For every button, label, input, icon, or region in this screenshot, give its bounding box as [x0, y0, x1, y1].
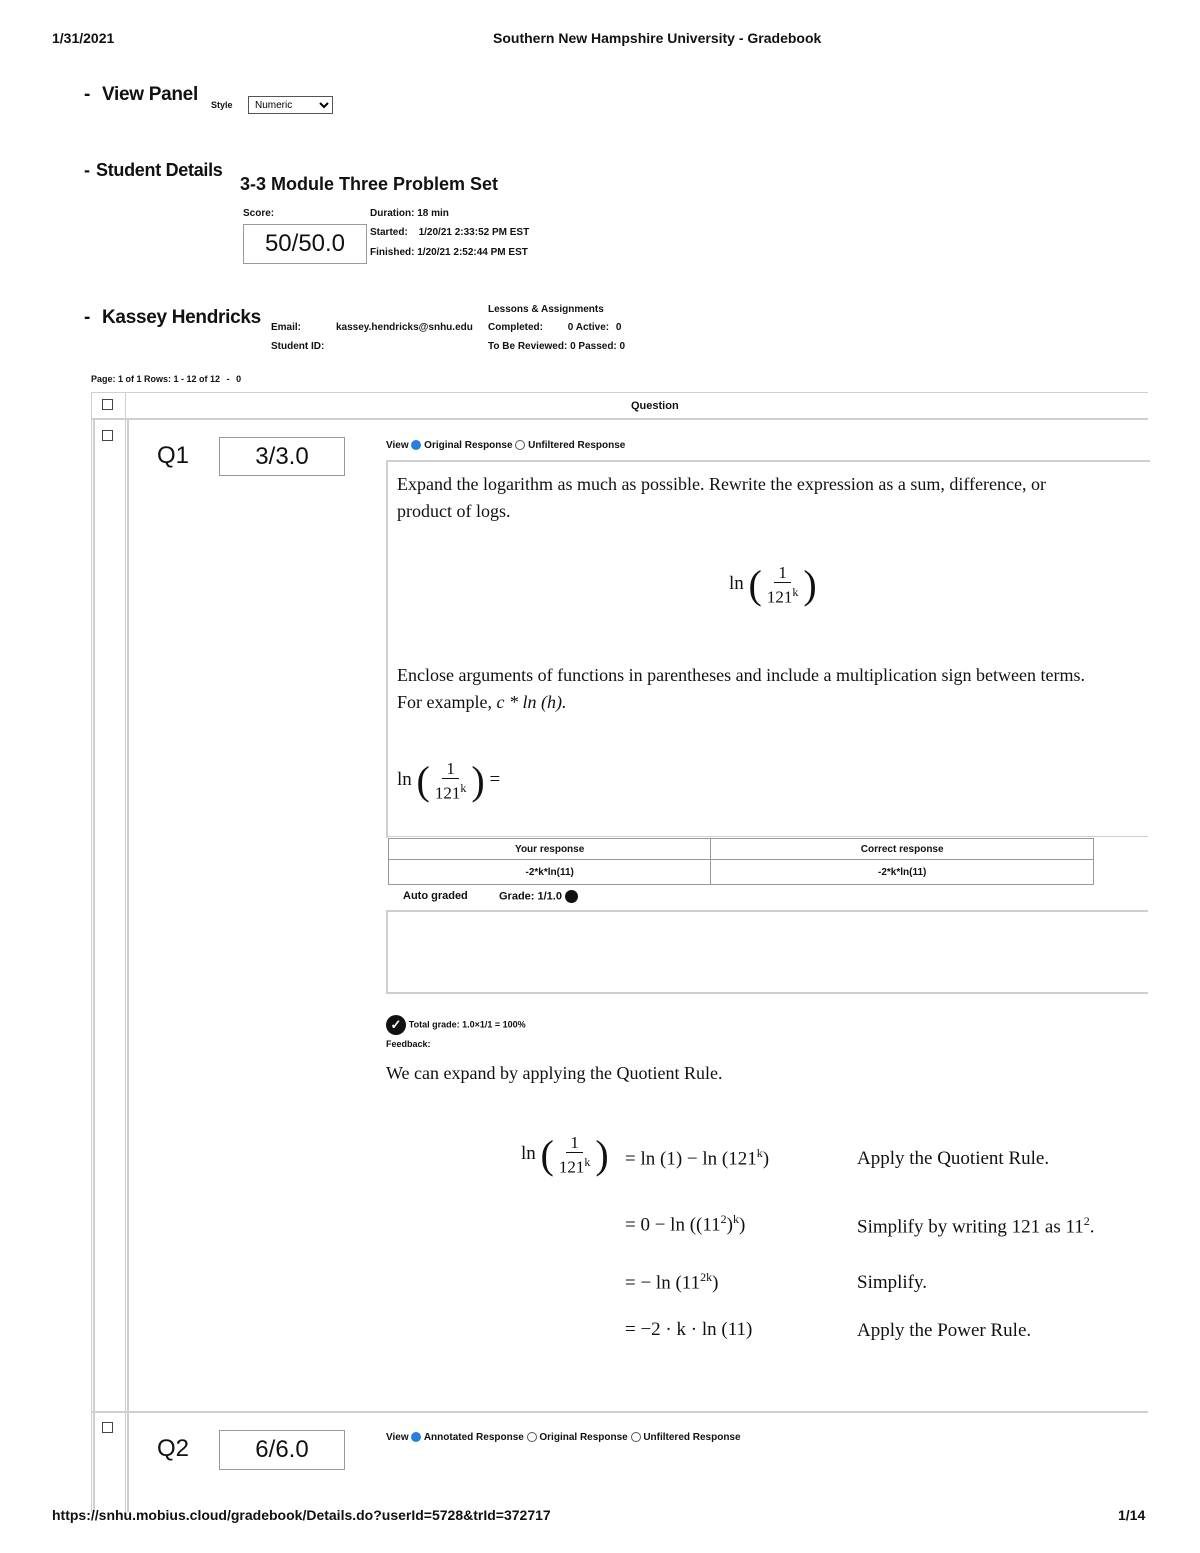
question-column-header: Question	[631, 400, 679, 412]
pagination-text: Page: 1 of 1 Rows: 1 - 12 of 12	[91, 374, 221, 384]
table-checkbox-column-border	[125, 392, 126, 1512]
q1-option-unfiltered[interactable]: Unfiltered Response	[528, 440, 626, 451]
email-value: kassey.hendricks@snhu.edu	[336, 322, 473, 333]
table-row-divider	[91, 1411, 1148, 1413]
score-label: Score:	[243, 208, 275, 219]
math-denominator: 121	[766, 587, 793, 607]
q1-instruction-line2	[397, 689, 566, 716]
math-exponent: k	[584, 1155, 591, 1169]
step-2-expr: = 0 − ln ((11	[625, 1214, 721, 1236]
response-table-divider	[386, 836, 1148, 837]
instruction-prefix: For example,	[397, 692, 497, 712]
table-left-border	[91, 392, 92, 1512]
started-label: Started:	[370, 227, 408, 238]
collapse-toggle[interactable]: -	[84, 307, 91, 328]
started-row	[370, 227, 529, 238]
to-be-reviewed-value: 0	[570, 341, 576, 352]
step-1-sup: k	[756, 1146, 763, 1160]
style-label: Style	[211, 100, 233, 110]
duration-row	[370, 208, 449, 219]
step-2-sup2: k	[733, 1212, 739, 1226]
duration-value: 18 min	[417, 208, 449, 219]
math-numerator: 1	[774, 563, 791, 583]
step-3-tail: )	[712, 1272, 719, 1294]
q2-label: Q2	[157, 1435, 190, 1462]
q1-grade	[499, 890, 578, 903]
q2-score-box: 6/6.0	[219, 1430, 345, 1470]
math-equals: =	[489, 769, 501, 791]
finished-row	[370, 247, 528, 258]
math-ln: ln	[521, 1143, 536, 1165]
math-numerator: 1	[566, 1133, 583, 1153]
q1-feedback-intro: We can expand by applying the Quotient Rule.	[386, 1063, 723, 1083]
solution-step-2-reason	[857, 1214, 1095, 1238]
student-id-label: Student ID:	[271, 341, 325, 352]
total-score-box: 50/50.0	[243, 224, 367, 264]
q1-view-options	[386, 440, 625, 451]
finished-label: Finished:	[370, 247, 415, 258]
solution-step-1-reason: Apply the Quotient Rule.	[857, 1148, 1050, 1169]
q2-option-original[interactable]: Original Response	[539, 1432, 628, 1443]
table-inner-column-border	[127, 420, 129, 1512]
q2-radio-annotated[interactable]	[411, 1432, 421, 1442]
q1-label: Q1	[157, 442, 190, 469]
q1-answer-prompt: ln ( $\frac{1}{121^k}$ ) =	[397, 757, 501, 803]
q1-option-original[interactable]: Original Response	[424, 440, 513, 451]
solution-step-4-reason: Apply the Power Rule.	[857, 1320, 1032, 1341]
math-denominator: 121	[434, 783, 461, 803]
pagination-count: 0	[236, 374, 242, 384]
math-exponent: k	[792, 585, 799, 599]
q1-row-checkbox[interactable]	[102, 430, 113, 441]
pagination-dash: -	[226, 374, 230, 384]
solution-step-3-reason: Simplify.	[857, 1272, 928, 1293]
step-3-expr: = − ln (11	[625, 1272, 701, 1294]
math-denominator: 121	[558, 1157, 585, 1177]
duration-label: Duration:	[370, 208, 415, 219]
step-1-tail: )	[762, 1148, 770, 1170]
check-icon: ✓	[386, 1015, 406, 1035]
print-date: 1/31/2021	[52, 30, 115, 46]
q1-total-grade	[386, 1015, 526, 1035]
q1-score-box: 3/3.0	[219, 437, 345, 476]
step-2-reason-text: Simplify by writing 121 as 11	[857, 1216, 1084, 1238]
solution-step-4: = −2 · k · ln (11)	[625, 1319, 753, 1340]
reviewed-row	[488, 341, 625, 352]
math-ln: ln	[397, 769, 412, 791]
table-inner-left-border	[93, 420, 95, 1512]
step-2-reason-sup: 2	[1083, 1214, 1090, 1228]
q1-grade-value: Grade: 1/1.0	[499, 890, 562, 903]
finished-value: 1/20/21 2:52:44 PM EST	[417, 247, 528, 258]
total-grade-text: Total grade: 1.0×1/1 = 100%	[408, 1019, 526, 1030]
step-2-tail2: )	[739, 1214, 746, 1236]
q1-auto-graded: Auto graded	[403, 890, 468, 902]
select-all-checkbox[interactable]	[102, 399, 113, 410]
your-response-header: Your response	[389, 839, 711, 860]
solution-step-1-lhs: ln ( $\frac{1}{121^k}$ )	[521, 1131, 609, 1177]
style-select[interactable]	[248, 96, 333, 114]
print-page-number: 1/14	[1118, 1507, 1146, 1523]
lessons-header: Lessons & Assignments	[488, 304, 604, 315]
student-name: Kassey Hendricks	[102, 307, 261, 328]
view-panel-header[interactable]	[84, 84, 198, 106]
to-be-reviewed-label: To Be Reviewed:	[488, 341, 568, 352]
collapse-toggle[interactable]: -	[84, 84, 91, 105]
table-top-border	[91, 392, 1148, 393]
correct-response-header: Correct response	[711, 839, 1094, 860]
email-label: Email:	[271, 322, 302, 333]
q1-response-table	[388, 838, 1094, 885]
collapse-toggle[interactable]: -	[84, 160, 90, 180]
q2-radio-unfiltered[interactable]	[631, 1432, 641, 1442]
q1-comment-box[interactable]	[386, 910, 1148, 994]
q1-instruction-line1: Enclose arguments of functions in parentheses and include a multiplication sign between terms.	[397, 665, 1085, 685]
started-value: 1/20/21 2:33:52 PM EST	[418, 227, 530, 238]
active-label: Active:	[575, 322, 610, 333]
step-2-reason-tail: .	[1089, 1216, 1095, 1238]
your-response-value: -2*k*ln(11)	[389, 860, 711, 885]
completed-value: 0	[567, 322, 574, 333]
completed-row	[488, 322, 621, 333]
step-2-sup: 2	[720, 1212, 727, 1226]
q1-prompt-line1: Expand the logarithm as much as possible. Rewrite the expression as a sum, difference, or	[397, 474, 1046, 494]
response-table-header	[389, 839, 1094, 860]
step-2-tail: )	[726, 1214, 733, 1236]
q2-option-unfiltered[interactable]: Unfiltered Response	[643, 1432, 741, 1443]
solution-step-3	[625, 1270, 718, 1294]
q1-radio-unfiltered[interactable]	[515, 440, 525, 450]
solution-step-2	[625, 1212, 745, 1236]
table-header-border	[91, 418, 1148, 420]
student-details-title: Student Details	[96, 160, 223, 180]
pagination	[91, 374, 241, 384]
step-1-expr: = ln (1) − ln (121	[625, 1148, 757, 1170]
completed-label: Completed:	[488, 322, 543, 333]
instruction-example: c * ln (h).	[496, 692, 567, 712]
active-value: 0	[615, 322, 622, 333]
q1-prompt-line2: product of logs.	[397, 501, 511, 521]
math-ln: ln	[729, 573, 744, 595]
q2-row-checkbox[interactable]	[102, 1422, 113, 1433]
q2-view-options	[386, 1432, 741, 1443]
q1-radio-original[interactable]	[411, 440, 421, 450]
student-details-header[interactable]	[84, 160, 223, 181]
grade-info-icon[interactable]	[565, 890, 578, 903]
math-exponent: k	[460, 781, 467, 795]
q2-option-annotated[interactable]: Annotated Response	[423, 1432, 524, 1443]
correct-response-value: -2*k*ln(11)	[711, 860, 1094, 885]
assignment-title: 3-3 Module Three Problem Set	[240, 174, 499, 194]
response-table-row	[389, 860, 1094, 885]
passed-label: Passed:	[578, 341, 617, 352]
student-header[interactable]	[84, 307, 261, 329]
q1-feedback-label: Feedback:	[386, 1039, 431, 1049]
q2-radio-original[interactable]	[527, 1432, 537, 1442]
print-url: https://snhu.mobius.cloud/gradebook/Details.do?userId=5728&trId=372717	[52, 1507, 551, 1523]
math-numerator: 1	[442, 759, 459, 779]
q2-view-label: View	[386, 1432, 409, 1443]
passed-value: 0	[619, 341, 626, 352]
q1-view-label: View	[386, 440, 409, 451]
view-panel-title: View Panel	[102, 84, 198, 105]
step-3-sup: 2k	[700, 1270, 713, 1284]
solution-step-1	[625, 1146, 769, 1170]
q1-expression: ln ( $\frac{1}{121^k}$ )	[729, 561, 817, 607]
print-title: Southern New Hampshire University - Gradebook	[493, 30, 822, 46]
